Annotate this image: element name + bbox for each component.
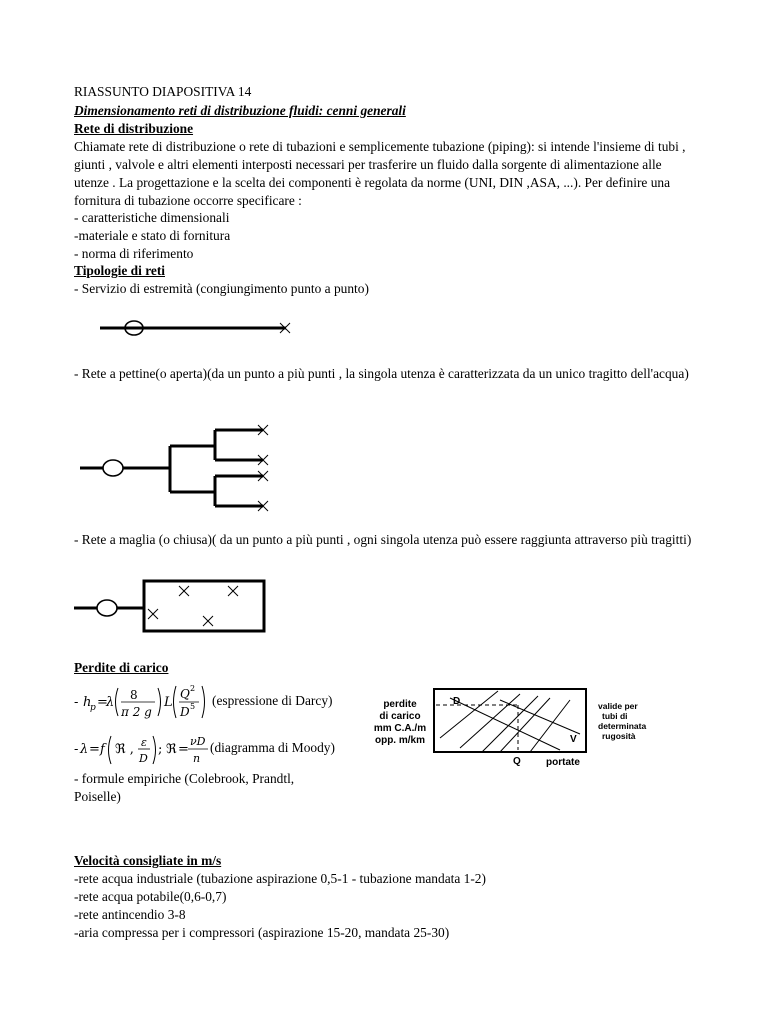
velocita-item-2: -rete acqua potabile(0,6-0,7) <box>74 889 227 904</box>
chart-ylabel <box>374 699 426 746</box>
chart-point-q: Q <box>513 756 521 767</box>
diagram-point-to-point <box>100 315 300 341</box>
formule-empiriche-cont: Poiselle) <box>74 789 121 804</box>
svg-text:ε: ε <box>141 736 147 749</box>
svg-text:L: L <box>164 695 173 710</box>
svg-text:n: n <box>193 752 201 765</box>
svg-text:f: f <box>100 742 105 757</box>
chart-dashed-reference <box>436 705 518 750</box>
svg-text:=: = <box>97 695 108 710</box>
section-heading-rete: Rete di distribuzione <box>74 121 194 136</box>
perdite-chart <box>370 686 660 772</box>
source-circle <box>97 600 117 616</box>
svg-text:5: 5 <box>190 702 196 711</box>
darcy-label: (espressione di Darcy) <box>212 693 333 708</box>
moody-label: (diagramma di Moody) <box>210 740 335 755</box>
tipologia-estremita: - Servizio di estremità (congiungimento punto a punto) <box>74 281 369 296</box>
svg-text:νD: νD <box>190 735 206 748</box>
user-crosses <box>148 586 238 626</box>
chart-note <box>598 701 646 741</box>
tipologia-maglia: - Rete a maglia (o chiusa)( da un punto a più punti , ogni singola utenza può essere raggiunta attraverso più tragitti) <box>74 532 692 547</box>
svg-text:-: - <box>74 742 79 757</box>
svg-text:2: 2 <box>190 684 196 693</box>
chart-point-d: D <box>453 696 461 707</box>
document-subtitle: Dimensionamento reti di distribuzione fluidi: cenni generali <box>74 103 406 118</box>
section-heading-tipologie: Tipologie di reti <box>74 263 166 278</box>
svg-text:-: - <box>74 695 79 710</box>
source-circle <box>103 460 123 476</box>
section-heading-velocita: Velocità consigliate in m/s <box>74 853 222 868</box>
rete-item-1: - caratteristiche dimensionali <box>74 210 230 225</box>
svg-text:D: D <box>139 752 148 765</box>
formule-empiriche: - formule empiriche (Colebrook, Prandtl, <box>74 771 295 786</box>
velocita-item-1: -rete acqua industriale (tubazione aspirazione 0,5-1 - tubazione mandata 1-2) <box>74 871 486 886</box>
svg-text:D: D <box>180 705 190 719</box>
user-crosses <box>258 425 268 511</box>
rete-item-2: -materiale e stato di fornitura <box>74 228 231 243</box>
svg-text:ℜ ,: ℜ , <box>115 742 134 757</box>
document-title: RIASSUNTO DIAPOSITIVA 14 <box>74 84 252 99</box>
diagram-mesh-network <box>74 576 274 636</box>
svg-text:=: = <box>89 742 100 757</box>
svg-text:h: h <box>83 695 92 710</box>
svg-text:ℜ: ℜ <box>166 742 177 757</box>
svg-text:p: p <box>90 703 96 713</box>
velocita-item-4: -aria compressa per i compressori (aspirazione 15-20, mandata 25-30) <box>74 925 450 940</box>
svg-text:λ: λ <box>106 695 115 710</box>
rete-item-3: - norma di riferimento <box>74 246 194 261</box>
chart-ylabel-line-4: opp. m/km <box>374 735 426 746</box>
velocita-item-3: -rete antincendio 3-8 <box>74 907 186 922</box>
svg-text:;: ; <box>158 742 163 757</box>
chart-xlabel: portate <box>546 757 580 768</box>
chart-note-line-1: valide per <box>598 701 638 711</box>
chart-note-line-4: rugosità <box>602 731 636 741</box>
chart-diagonal-lines <box>440 691 580 752</box>
chart-ylabel-line-2: di carico <box>379 711 421 722</box>
chart-point-v: V <box>570 734 577 745</box>
svg-text:π 2 g: π 2 g <box>121 705 152 719</box>
chart-ylabel-line-1: perdite <box>383 699 417 710</box>
chart-note-line-2: tubi di <box>602 711 628 721</box>
chart-note-line-3: determinata <box>598 721 647 731</box>
chart-ylabel-line-3: mm C.A./m <box>373 723 427 734</box>
rete-paragraph: Chiamate rete di distribuzione o rete di tubazioni e semplicemente tubazione (piping): si intende l'insieme di tubi , giunti , valvole e altri elementi interposti necessari per trasferire un fluido dalla sorgente di alimentazione alle utenze . La progettazione e la scelta dei componenti è regolata da norme (UNI, DIN ,ASA, ...). Per definire una fornitura di tubazione occorre specificare : <box>74 139 686 208</box>
diagram-comb-network <box>80 420 280 520</box>
section-heading-perdite: Perdite di carico <box>74 660 169 675</box>
svg-text:8: 8 <box>130 688 138 702</box>
tipologia-pettine: - Rete a pettine(o aperta)(da un punto a più punti , la singola utenza è caratterizzata da un unico tragitto dell'acqua) <box>74 366 689 381</box>
svg-text:Q: Q <box>180 687 190 701</box>
svg-text:=: = <box>178 742 189 757</box>
svg-text:λ: λ <box>80 742 89 757</box>
